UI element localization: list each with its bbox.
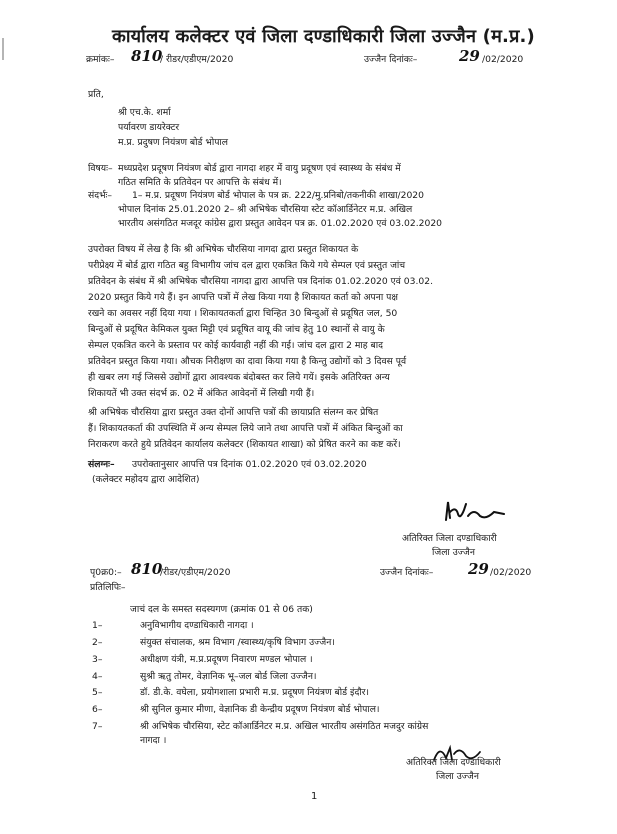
copy-intro: जाचं दल के समस्त सदस्यगण (क्रमांक 01 से 06 तक) — [130, 604, 313, 615]
body-line: प्रतिवेदन प्रस्तुत किया गया। औचक निरीक्षण का दावा किया गया है किन्तु उद्योगों को 3 दिवस पूर्व — [88, 356, 407, 367]
subject-line: गठित समिति के प्रतिवेदन पर आपत्ति के संबंध में। — [118, 177, 282, 188]
subject-label: विषयः– — [88, 163, 113, 174]
copy-item-text: श्री सुनिल कुमार मीणा, वेज्ञानिक डी केन्द्रीय प्रदूषण नियंत्रण बोर्ड भोपाल। — [140, 704, 380, 715]
body-line: ही खबर लग गई जिससे उद्योगों द्वारा आवश्यक बंदोबस्त कर लिये गयें। इसके अतिरिक्त अन्य — [88, 372, 390, 383]
copy-item-num: 3– — [92, 654, 103, 665]
place-date-label: उज्जैन दिनांकः– — [364, 54, 418, 65]
office-title: कार्यालय कलेक्टर एवं जिला दण्डाधिकारी जिला उज्जैन (म.प्र.) — [112, 26, 535, 47]
reference-line: भारतीय असंगठित मजदूर कांग्रेस द्वारा प्रस्तुत आवेदन पत्र क्र. 01.02.2020 एवं 03.02.2020 — [118, 218, 443, 229]
body-line: निराकरण करते हुये प्रतिवेदन कार्यालय कलेक्टर (शिकायत शाखा) को प्रेषित करने का कष्ट करें। — [88, 439, 401, 450]
copy-item-text: संयुक्त संचालक, श्रम विभाग /स्वास्थ्य/कृषि विभाग उज्जैन। — [140, 637, 335, 648]
reference-label: संदर्भः– — [88, 190, 112, 201]
ref-number-suffix: / रीडर/एडीएम/2020 — [160, 54, 234, 65]
body-line: बिन्दुओं से प्रदूषित केमिकल युक्त मिट्टी एवं प्रदूषित वायू की जांच हेतु 10 स्थानों से वायु के — [88, 324, 385, 335]
ref2-date-rest: /02/2020 — [490, 567, 532, 578]
copy-item-num: 2– — [92, 637, 103, 648]
copy-item-text: डॉ. डी.के. वघेला, प्रयोगशाला प्रभारी म.प्र. प्रदूषण नियंत्रण बोर्ड इंदौर। — [140, 687, 369, 698]
copy-item-text: श्री अभिषेक चौरसिया, स्टेट कॉआर्डिनेटर म.प्र. अखिल भारतीय असंगठित मजदुर कांग्रेस — [140, 721, 429, 732]
prati-label: प्रति, — [88, 89, 104, 100]
page-number: 1 — [311, 791, 318, 802]
subject-line: मध्यप्रदेश प्रदूषण नियंत्रण बोर्ड द्वारा नागदा शहर में वायु प्रदूषण एवं स्वास्थ्य के संबंध में — [118, 163, 401, 174]
recipient-office: म.प्र. प्रदुषण नियंत्रण बोर्ड भोपाल — [118, 137, 229, 148]
copy-item-num: 5– — [92, 687, 103, 698]
date-rest: /02/2020 — [482, 54, 524, 65]
signature-image — [440, 498, 510, 526]
signature-designation: अतिरिक्त जिला दण्डाधिकारी — [402, 533, 497, 544]
ref2-number-suffix: /रीडर/एडीएम/2020 — [160, 567, 231, 578]
ref2-place-date-label: उज्जैन दिनांकः– — [380, 567, 434, 578]
copy-item-text: अनुविभागीय दण्डाधिकारी नागदा । — [140, 620, 254, 631]
copy-item-num: 6– — [92, 704, 103, 715]
scan-edge-mark — [2, 38, 4, 60]
copy-item-text: सुश्री ऋतु तोमर, वेज्ञानिक भू–जल बोर्ड जिला उज्जैन। — [140, 671, 317, 682]
body-line: प्रतिवेदन के संबंध में श्री अभिषेक चौरसिया नागदा द्वारा आपत्ति पत्र दिनांक 01.02.2020 एवं 03.02. — [88, 276, 433, 287]
reference-line: भोपाल दिनांक 25.01.2020 2– श्री अभिषेक चौरसिया स्टेट कॉआर्डिनेटर म.प्र. अखिल — [118, 204, 413, 215]
body-line: 2020 प्रस्तुत किये गये हैं। इन आपत्ति पत्रों में लेख किया गया है शिकायत कर्ता को अपना पक्ष — [88, 292, 398, 303]
body-line: श्री अभिषेक चौरसिया द्वारा प्रस्तुत उक्त दोनों आपत्ति पत्रों की छायाप्रति संलग्न कर प्रेषित — [88, 407, 379, 418]
signature-district: जिला उज्जैन — [432, 547, 475, 558]
body-line: परीप्रेक्ष्य में बोर्ड द्वारा गठित बहु विभागीय जांच दल द्वारा एकत्रित किये गये सेम्पल एवं प्रस्तुत जांच — [88, 260, 406, 271]
copy-item-text-cont: नागदा । — [140, 735, 167, 746]
ref2-number-handwritten: 810 — [131, 560, 163, 578]
copy-item-num: 1– — [92, 620, 103, 631]
enclosure-label: संलग्नः– — [88, 459, 115, 470]
body-line: रखने का अवसर नहीं दिया गया । शिकायतकर्ता द्वारा चिन्हित 30 बिन्दुओं से प्रदूषित जल, 50 — [88, 308, 398, 319]
enclosure-text: उपरोक्तानुसार आपत्ति पत्र दिनांक 01.02.2020 एवं 03.02.2020 — [132, 459, 367, 470]
body-line: हैं। शिकायतकर्ता की उपस्थिति में अन्य सेम्पल लिये जाने तथा आपत्ति पत्रों में अंकित बिन्दुओं का — [88, 423, 403, 434]
reference-line: 1– म.प्र. प्रदूषण नियंत्रण बोर्ड भोपाल के पत्र क्र. 222/मु.प्रनिबो/तकनीकी शाखा/2020 — [132, 190, 424, 201]
copy-item-text: अधीक्षण यंत्री, म.प्र.प्रदूषण निवारण मण्डल भोपाल । — [140, 654, 313, 665]
copy-label: प्रतिलिपिः– — [90, 582, 126, 593]
ref-number-handwritten: 810 — [131, 47, 163, 65]
body-line: सेम्पल एकत्रित करने के प्रस्ताव पर कोई कार्यवाही नहीं की गई। जांच दल द्वारा 2 माह बाद — [88, 340, 384, 351]
copy-item-num: 4– — [92, 671, 103, 682]
date-day-handwritten: 29 — [459, 47, 480, 65]
body-line: उपरोक्त विषय में लेख है कि श्री अभिषेक चौरसिया नागदा द्वारा प्रस्तुत शिकायत के — [88, 244, 359, 255]
recipient-designation: पर्यावरण डायरेक्टर — [118, 122, 180, 133]
ref2-number-label: पृ0क्र0:– — [90, 567, 122, 578]
copy-item-num: 7– — [92, 721, 103, 732]
recipient-name: श्री एच.के. शर्मा — [118, 107, 171, 118]
ref2-date-day-handwritten: 29 — [468, 560, 489, 578]
body-line: शिकायतें भी उक्त संदर्भ क्र. 02 में अंकित आवेदनों में लिखी गयी हैं। — [88, 388, 315, 399]
signature-district: जिला उज्जैन — [436, 771, 479, 782]
ref-number-label: क्रमांकः– — [86, 54, 115, 65]
signature-designation: अतिरिक्त जिला दण्डाधिकारी — [406, 757, 501, 768]
ordered-note: (कलेक्टर महोदय द्वारा आदेशित) — [92, 474, 200, 485]
